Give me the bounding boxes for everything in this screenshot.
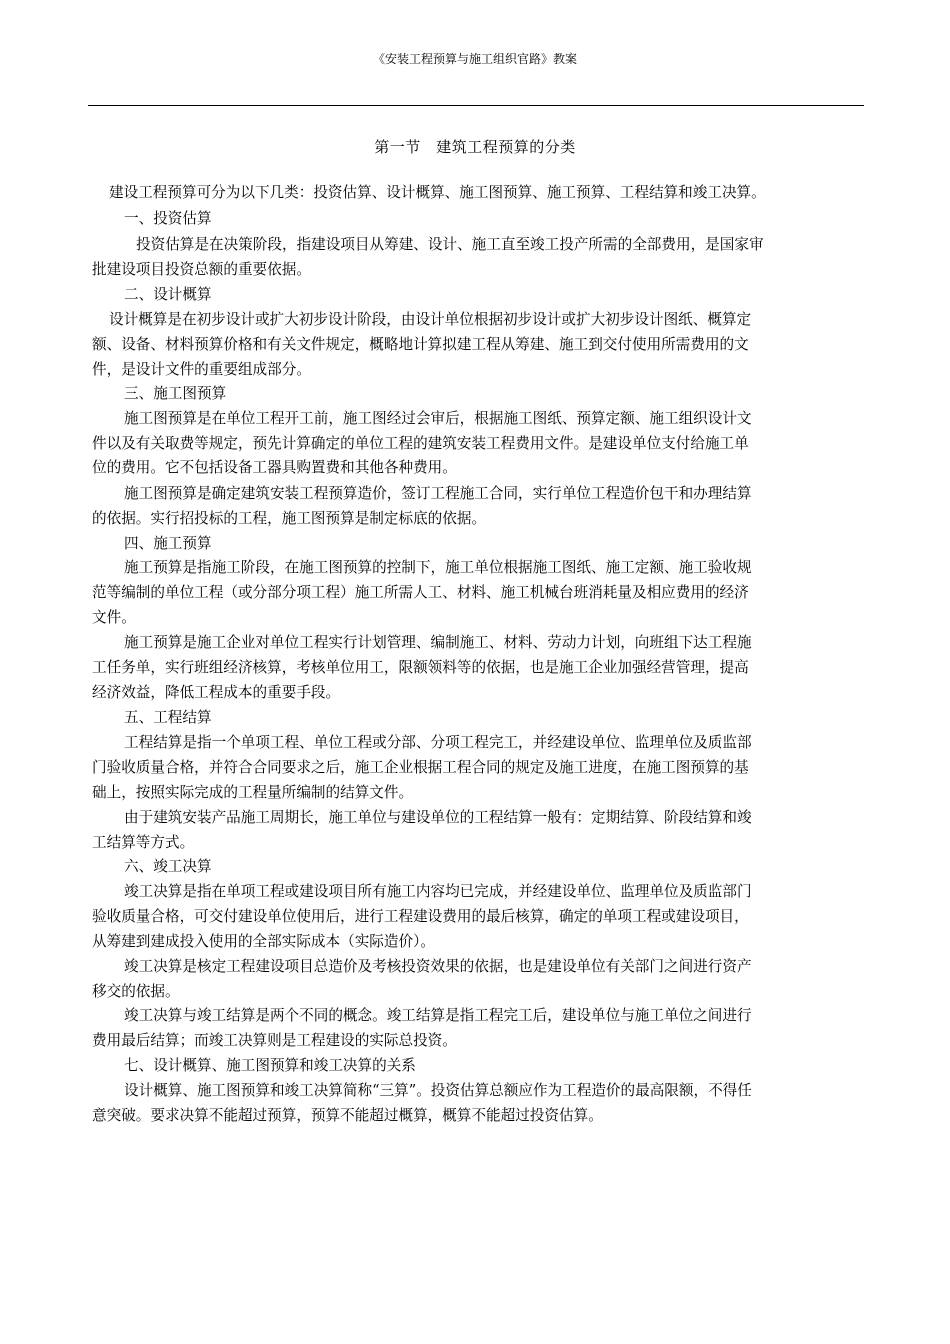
text-line: 设计概算、施工图预算和竣工决算简称“三算”。投资估算总额应作为工程造价的最高限额，不得任 [124, 1082, 752, 1099]
text-line: 由于建筑安装产品施工周期长，施工单位与建设单位的工程结算一般有：定期结算、阶段结算和竣 [124, 809, 752, 826]
text-line: 竣工决算与竣工结算是两个不同的概念。竣工结算是指工程完工后，建设单位与施工单位之间进行 [124, 1007, 752, 1024]
text-line: 从筹建到建成投入使用的全部实际成本（实际造价）。 [92, 933, 435, 950]
text-line: 建设工程预算可分为以下几类：投资估算、设计概算、施工图预算、施工预算、工程结算和竣工决算。 [109, 184, 766, 201]
text-line: 意突破。要求决算不能超过预算，预算不能超过概算，概算不能超过投资估算。 [92, 1107, 603, 1124]
text-line: 位的费用。它不包括设备工器具购置费和其他各种费用。 [92, 459, 457, 476]
text-line: 工程结算是指一个单项工程、单位工程或分部、分项工程完工，并经建设单位、监理单位及质监部 [124, 734, 752, 751]
page-header: 《安装工程预算与施工组织官路》教案 [372, 52, 577, 66]
text-line: 费用最后结算；而竣工决算则是工程建设的实际总投资。 [92, 1032, 457, 1049]
text-line: 批建设项目投资总额的重要依据。 [92, 261, 311, 278]
section-heading: 五、工程结算 [124, 709, 212, 726]
text-line: 竣工决算是核定工程建设项目总造价及考核投资效果的依据，也是建设单位有关部门之间进行资产 [124, 958, 752, 975]
text-line: 投资估算是在决策阶段，指建设项目从筹建、设计、施工直至竣工投产所需的全部费用，是国家审 [136, 236, 764, 253]
section-heading: 二、设计概算 [124, 286, 212, 303]
text-line: 竣工决算是指在单项工程或建设项目所有施工内容均已完成，并经建设单位、监理单位及质监部门 [124, 883, 752, 900]
text-line: 的依据。实行招投标的工程，施工图预算是制定标底的依据。 [92, 510, 487, 527]
section-heading: 四、施工预算 [124, 535, 212, 552]
header-rule [88, 105, 864, 106]
text-line: 额、设备、材料预算价格和有关文件规定，概略地计算拟建工程从筹建、施工到交付使用所需费用的文 [92, 336, 749, 353]
section-heading: 一、投资估算 [124, 210, 212, 227]
text-line: 施工预算是指施工阶段，在施工图预算的控制下，施工单位根据施工图纸、施工定额、施工验收规 [124, 559, 752, 576]
text-line: 施工图预算是在单位工程开工前，施工图经过会审后，根据施工图纸、预算定额、施工组织设计文 [124, 410, 752, 427]
text-line: 文件。 [92, 609, 136, 626]
text-line: 工结算等方式。 [92, 834, 195, 851]
text-line: 件以及有关取费等规定，预先计算确定的单位工程的建筑安装工程费用文件。是建设单位支付给施工单 [92, 435, 749, 452]
section-heading: 六、竣工决算 [124, 858, 212, 875]
text-line: 经济效益，降低工程成本的重要手段。 [92, 684, 341, 701]
text-line: 施工预算是施工企业对单位工程实行计划管理、编制施工、材料、劳动力计划，向班组下达工程施 [124, 634, 752, 651]
section-heading: 七、设计概算、施工图预算和竣工决算的关系 [124, 1057, 416, 1074]
text-line: 件，是设计文件的重要组成部分。 [92, 361, 311, 378]
text-line: 门验收质量合格，并符合合同要求之后，施工企业根据工程合同的规定及施工进度，在施工图预算的基 [92, 759, 749, 776]
section-heading: 三、施工图预算 [124, 385, 227, 402]
text-line: 移交的依据。 [92, 983, 180, 1000]
section-title: 第一节 建筑工程预算的分类 [374, 138, 576, 156]
text-line: 施工图预算是确定建筑安装工程预算造价，签订工程施工合同，实行单位工程造价包干和办理结算 [124, 485, 752, 502]
text-line: 范等编制的单位工程（或分部分项工程）施工所需人工、材料、施工机械台班消耗量及相应费用的经济 [92, 584, 749, 601]
text-line: 础上，按照实际完成的工程量所编制的结算文件。 [92, 784, 414, 801]
text-line: 设计概算是在初步设计或扩大初步设计阶段，由设计单位根据初步设计或扩大初步设计图纸、概算定 [109, 311, 752, 328]
text-line: 工任务单，实行班组经济核算，考核单位用工，限额领料等的依据，也是施工企业加强经营管理，提高 [92, 659, 749, 676]
text-line: 验收质量合格，可交付建设单位使用后，进行工程建设费用的最后核算，确定的单项工程或建设项目， [92, 908, 749, 925]
